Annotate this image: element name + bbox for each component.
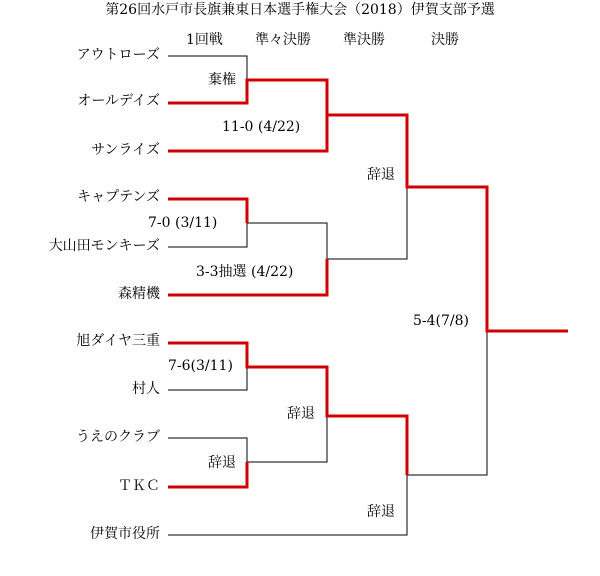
line-final-lower	[407, 331, 487, 475]
result-final: 5-4(7/8)	[413, 313, 469, 329]
page-title: 第26回水戸市長旗兼東日本選手権大会（2018）伊賀支部予選	[105, 2, 495, 18]
team-sunrise: サンライズ	[91, 142, 160, 158]
line-qf-d	[247, 416, 327, 462]
line-outlaws	[168, 56, 247, 80]
line-murabito	[168, 367, 247, 390]
result-r1-d: 辞退	[208, 455, 236, 471]
line-sf-a-lower	[327, 187, 407, 259]
team-outlaws: アウトローズ	[76, 47, 160, 63]
line-captains	[168, 199, 247, 223]
result-qf-a: 11-0 (4/22)	[222, 119, 301, 135]
team-captains: キャプテンズ	[77, 189, 160, 205]
line-oldays	[168, 80, 327, 115]
round-header-4: 決勝	[431, 32, 459, 48]
line-asahi-daiya	[168, 343, 407, 475]
result-sf-a: 辞退	[367, 167, 395, 183]
result-qf-c: 辞退	[287, 406, 315, 422]
line-sunrise	[168, 115, 568, 331]
team-iga-city: 伊賀市役所	[90, 526, 160, 542]
line-moriseiki	[168, 259, 327, 295]
team-moriseiki: 森精機	[118, 286, 160, 302]
line-tkc	[168, 462, 247, 487]
line-oyamada	[168, 223, 247, 247]
team-ueno-club: うえのクラブ	[76, 429, 160, 445]
result-qf-b: 3-3抽選 (4/22)	[196, 264, 294, 280]
round-header-2: 準々決勝	[255, 32, 311, 48]
result-r1-a: 棄権	[208, 72, 236, 88]
team-asahi-daiya: 旭ダイヤ三重	[76, 333, 160, 349]
line-iga	[168, 475, 407, 535]
round-header-3: 準決勝	[343, 32, 385, 48]
line-ueno	[168, 438, 247, 462]
team-tkc: ＴＫＣ	[118, 478, 160, 494]
result-r1-b: 7-0 (3/11)	[148, 215, 218, 231]
team-oldays: オールデイズ	[77, 93, 160, 109]
team-oyamada: 大山田モンキーズ	[48, 238, 160, 254]
result-r1-c: 7-6(3/11)	[168, 358, 233, 374]
team-murabito: 村人	[132, 381, 160, 397]
line-captains-qf	[247, 223, 327, 259]
result-sf-b: 辞退	[367, 504, 395, 520]
round-header-1: 1回戦	[186, 32, 223, 48]
